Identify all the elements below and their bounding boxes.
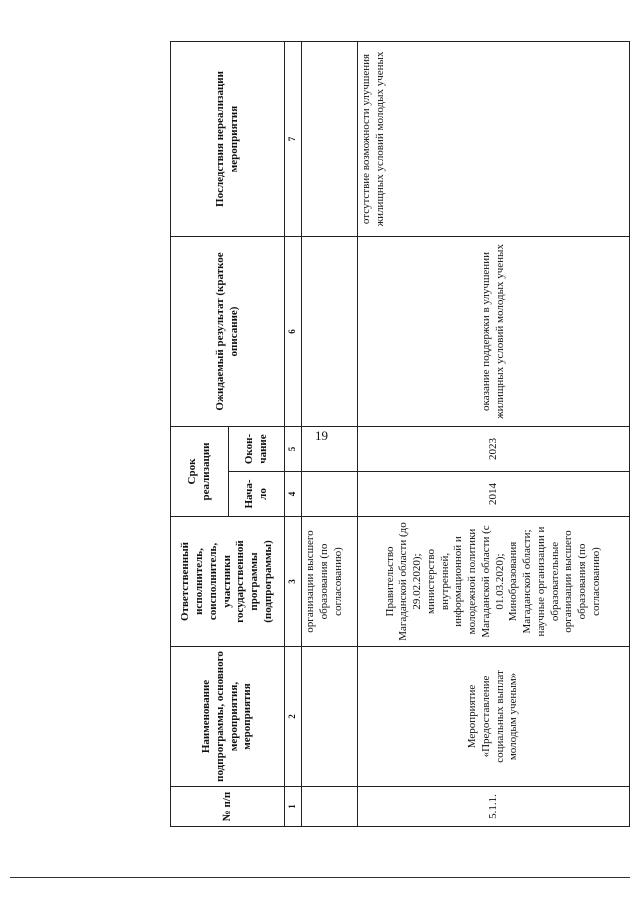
header-end: Окон-чание [229,426,285,471]
header-name: Наименование подпрограммы, основного мероприятия, мероприятия [171,647,285,787]
header-executors: Ответственный исполнитель, соисполнитель, участники государственной программы (подпрограммы) [171,517,285,647]
row-executors: Правительство Магаданской области (до 29.02.2020); министерство внутренней, информационной и молодежной политики Магаданской области (с 01.03.2020); Минобразования Магаданской области; научные организации и образовательные организации высшего образования (по согласованию) [358,517,630,647]
col-number-3: 3 [285,517,302,647]
footer-divider [10,877,630,878]
table-row-continued [302,41,358,826]
header-consequence: Последствия нереализации мероприятия [171,41,285,236]
row-consequence: отсутствие возможности улучшения жилищных условий молодых ученых [358,41,630,236]
header-num: № п/п [171,787,285,827]
table-row-5-1-1 [358,41,630,826]
col-number-2: 2 [285,647,302,787]
continued-executors: организации высшего образования (по согласованию) [302,517,358,647]
col-number-7: 7 [285,41,302,236]
col-number-6: 6 [285,236,302,426]
header-period: Срок реализации [171,426,229,516]
page-number: 19 [315,428,328,443]
col-number-5: 5 [285,426,302,471]
row-end: 2023 [358,426,630,471]
col-number-1: 1 [285,787,302,827]
col-number-4: 4 [285,472,302,517]
header-result: Ожидаемый результат (краткое описание) [171,236,285,426]
header-start: Нача-ло [229,472,285,517]
row-num: 5.1.1. [358,787,630,827]
rotated-sheet [170,42,630,827]
row-start: 2014 [358,472,630,517]
measures-table [170,41,630,827]
rotated-table-container [170,42,630,827]
row-result: оказание поддержки в улучшении жилищных условий молодых ученых [358,236,630,426]
row-name: Мероприятие «Предоставление социальных выплат молодым ученым» [358,647,630,787]
